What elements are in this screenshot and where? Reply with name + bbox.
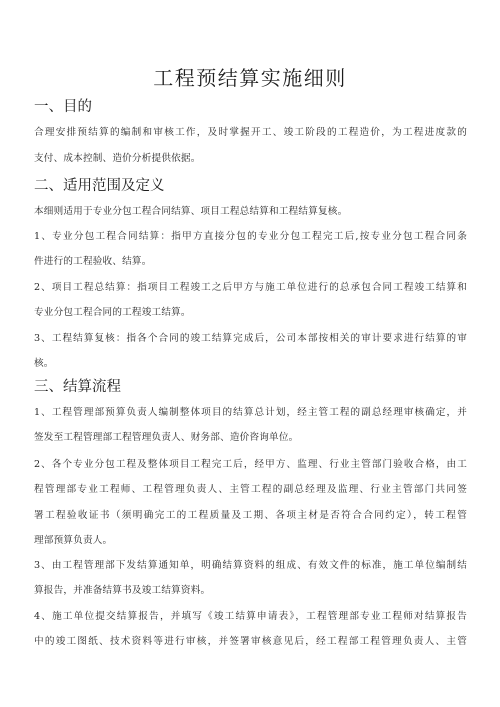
paragraph-line: 核。 — [34, 358, 54, 369]
paragraph-line: 专业分包工程合同的工程竣工结算。 — [34, 307, 191, 318]
paragraph-line: 4、施工单位提交结算报告，并填写《竣工结算申请表》，工程管理部专业工程师对结算报告 — [34, 611, 467, 622]
paragraph-line: 1、专业分包工程合同结算：指甲方直接分包的专业分包工程完工后,按专业分包工程合同条 — [34, 231, 467, 242]
paragraph-line: 2、项目工程总结算：指项目工程竣工之后甲方与施工单位进行的总承包合同工程竣工结算和 — [34, 282, 467, 293]
document-title: 工程预结算实施细则 — [153, 66, 347, 90]
paragraph-line: 件进行的工程验收、结算。 — [34, 256, 152, 267]
section-heading-process: 三、结算流程 — [34, 379, 121, 395]
paragraph-line: 1、工程管理部预算负责人编制整体项目的结算总计划，经主管工程的副总经理审核确定，并 — [34, 407, 467, 418]
paragraph-line: 程管理部专业工程师、工程管理负责人、主管工程的副总经理及监理、行业主管部门共同签 — [34, 484, 467, 495]
paragraph-line: 3、由工程管理部下发结算通知单，明确结算资料的组成、有效文件的标准，施工单位编制结 — [34, 560, 467, 571]
paragraph-line: 理部预算负责人。 — [34, 535, 113, 546]
section-heading-purpose: 一、目的 — [34, 99, 92, 115]
paragraph-line: 签发至工程管理部工程管理负责人、财务部、造价咨询单位。 — [34, 432, 299, 443]
paragraph-line: 支付、成本控制、造价分析提供依据。 — [34, 153, 201, 164]
paragraph-line: 算报告，并准备结算书及竣工结算资料。 — [34, 585, 211, 596]
paragraph-line: 中的竣工图纸、技术资料等进行审核，并签署审核意见后，经工程部工程管理负责人、主管 — [34, 636, 467, 647]
paragraph-line: 3、工程结算复核：指各个合同的竣工结算完成后，公司本部按相关的审计要求进行结算的审 — [34, 333, 467, 344]
paragraph-line: 署工程验收证书（须明确完工的工程质量及工期、各项主材是否符合合同约定），转工程管 — [34, 510, 467, 521]
paragraph-line: 本细则适用于专业分包工程合同结算、项目工程总结算和工程结算复核。 — [34, 206, 348, 217]
paragraph-line: 合理安排预结算的编制和审核工作，及时掌握开工、竣工阶段的工程造价，为工程进度款的 — [34, 127, 467, 138]
paragraph-line: 2、各个专业分包工程及整体项目工程完工后，经甲方、监理、行业主管部门验收合格，由工 — [34, 459, 467, 470]
section-heading-scope: 二、适用范围及定义 — [34, 178, 165, 194]
